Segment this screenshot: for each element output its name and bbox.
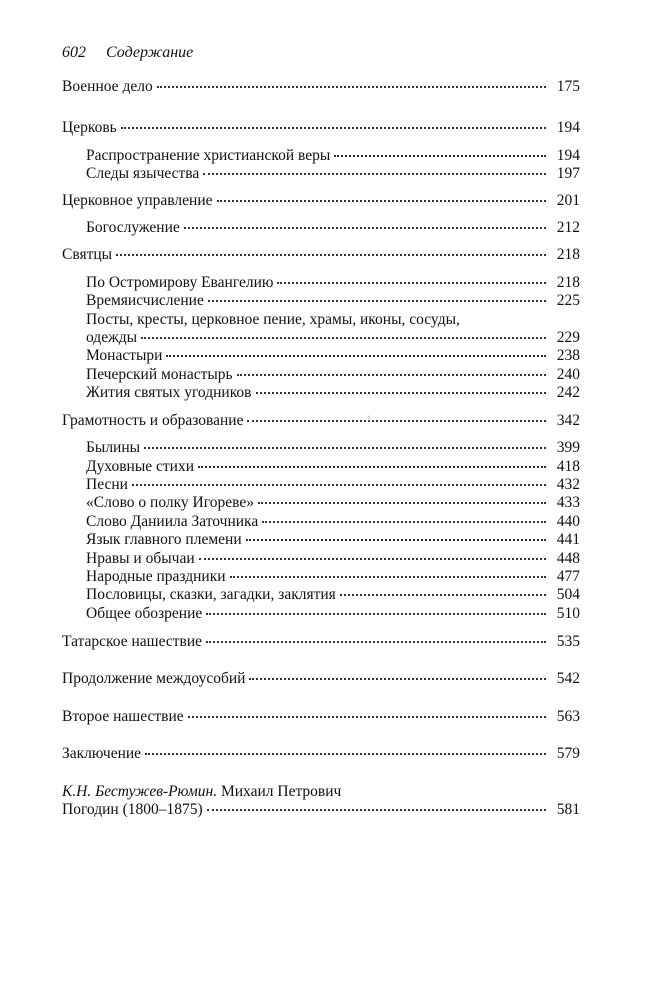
- toc-entry[interactable]: [62, 708, 580, 726]
- toc-entry-page: 579: [556, 745, 580, 762]
- leader-dots: [207, 808, 546, 811]
- toc-entry-label: Богослужение: [86, 219, 180, 236]
- toc-entry-page: 563: [556, 708, 580, 725]
- toc-entry-label: Былины: [86, 439, 141, 456]
- appendix-entry[interactable]: [62, 801, 580, 819]
- toc-entry-page: 218: [556, 246, 580, 263]
- toc-entry-page: 197: [556, 165, 580, 182]
- toc-entry-label: Святцы: [62, 246, 113, 263]
- toc-entry-label: Грамотность и образование: [62, 412, 244, 429]
- leader-dots: [249, 677, 546, 680]
- toc-entry-label: Церковь: [62, 119, 117, 136]
- toc-subentry[interactable]: [86, 568, 580, 586]
- toc-subentry[interactable]: [86, 274, 580, 292]
- leader-dots: [157, 85, 546, 88]
- toc-entry-label: Продолжение междоусобий: [62, 670, 246, 687]
- toc-entry[interactable]: [62, 119, 580, 137]
- toc-entry-label: Духовные стихи: [86, 458, 195, 475]
- toc-subentry[interactable]: [86, 531, 580, 549]
- leader-dots: [141, 336, 546, 339]
- leader-dots: [145, 752, 546, 755]
- toc-subentry[interactable]: [86, 494, 580, 512]
- toc-entry-page: 399: [556, 439, 580, 456]
- leader-dots: [199, 557, 546, 560]
- leader-dots: [206, 612, 546, 615]
- toc-entry-page: 510: [556, 605, 580, 622]
- toc-entry-page: 194: [556, 147, 580, 164]
- toc-entry-label: Церковное управление: [62, 192, 213, 209]
- leader-dots: [121, 126, 546, 129]
- toc-entry[interactable]: [62, 745, 580, 763]
- toc-entry-page: 477: [556, 568, 580, 585]
- leader-dots: [262, 520, 546, 523]
- toc-entry-page: 218: [556, 274, 580, 291]
- leader-dots: [184, 226, 546, 229]
- toc-entry-page: 418: [556, 458, 580, 475]
- toc-subentry[interactable]: [86, 550, 580, 568]
- toc-entry-label: Татарское нашествие: [62, 633, 202, 650]
- toc-entry-page: 194: [556, 119, 580, 136]
- leader-dots: [116, 253, 546, 256]
- toc-entry-label: Распространение христианской веры: [86, 147, 331, 164]
- toc-entry-label: Песни: [86, 476, 128, 493]
- toc-entry-page: 448: [556, 550, 580, 567]
- toc-entry-page: 535: [556, 633, 580, 650]
- toc-entry-label: Заключение: [62, 745, 142, 762]
- toc-entry-label: Военное дело: [62, 78, 153, 95]
- toc-subentry[interactable]: [86, 347, 580, 365]
- leader-dots: [247, 419, 546, 422]
- toc-entry-page: 212: [556, 219, 580, 236]
- toc-entry-label: По Остромирову Евангелию: [86, 274, 274, 291]
- toc-entry-page: 229: [556, 329, 580, 346]
- toc-entry-page: 240: [556, 366, 580, 383]
- leader-dots: [188, 715, 546, 718]
- toc-entry-page: 238: [556, 347, 580, 364]
- toc-entry[interactable]: [62, 670, 580, 688]
- toc-subentry[interactable]: [86, 586, 580, 604]
- toc-subentry[interactable]: [86, 439, 580, 457]
- leader-dots: [144, 446, 546, 449]
- toc-entry-wrapped-first-line: Посты, кресты, церковное пение, храмы, иконы, сосуды,: [86, 311, 460, 328]
- toc-entry[interactable]: [62, 633, 580, 651]
- toc-entry-label: Следы язычества: [86, 165, 200, 182]
- toc-subentry[interactable]: [86, 292, 580, 310]
- toc-entry-label: Пословицы, сказки, загадки, заклятия: [86, 586, 336, 603]
- toc-entry-page: 441: [556, 531, 580, 548]
- leader-dots: [237, 373, 546, 376]
- toc-entry-label: Народные праздники: [86, 568, 226, 585]
- toc-subentry[interactable]: [86, 384, 580, 402]
- toc-entry-label: одежды: [86, 329, 138, 346]
- toc-entry-label: Слово Даниила Заточника: [86, 513, 259, 530]
- toc-subentry[interactable]: [86, 329, 580, 347]
- toc-entry-label: Второе нашествие: [62, 708, 184, 725]
- leader-dots: [246, 538, 546, 541]
- toc-entry-page: 225: [556, 292, 580, 309]
- toc-subentry[interactable]: [86, 366, 580, 384]
- toc-entry-label: «Слово о полку Игореве»: [86, 494, 254, 511]
- toc-subentry[interactable]: [86, 476, 580, 494]
- running-title: Содержание: [106, 44, 194, 61]
- toc-entry-page: 542: [556, 670, 580, 687]
- toc-subentry[interactable]: [86, 165, 580, 183]
- toc-entry-page: 432: [556, 476, 580, 493]
- toc-entry-page: 504: [556, 586, 580, 603]
- toc-entry-label: Нравы и обычаи: [86, 550, 195, 567]
- toc-subentry[interactable]: [86, 513, 580, 531]
- toc-subentry[interactable]: [86, 147, 580, 165]
- toc-subentry[interactable]: [86, 219, 580, 237]
- toc-entry[interactable]: [62, 412, 580, 430]
- print-smudge: 1: [367, 414, 371, 423]
- toc-entry-label: Времяисчисление: [86, 292, 204, 309]
- appendix-title-line2: Погодин (1800–1875): [62, 801, 203, 818]
- leader-dots: [256, 391, 546, 394]
- leader-dots: [208, 299, 546, 302]
- toc-subentry[interactable]: [86, 458, 580, 476]
- toc-entry-label: Общее обозрение: [86, 605, 203, 622]
- leader-dots: [166, 354, 546, 357]
- toc-entry-label: Жития святых угодников: [86, 384, 252, 401]
- toc-entry-page: 175: [556, 78, 580, 95]
- toc-subentry[interactable]: [86, 605, 580, 623]
- appendix-author: К.Н. Бестужев-Рюмин.: [62, 783, 218, 800]
- toc-entry-page: 342: [556, 412, 580, 429]
- appendix-page: 581: [556, 801, 580, 818]
- leader-dots: [258, 501, 546, 504]
- page-number: 602: [62, 44, 86, 61]
- appendix-author-line: [62, 783, 341, 801]
- leader-dots: [230, 575, 546, 578]
- leader-dots: [217, 199, 547, 202]
- toc-entry-page: 433: [556, 494, 580, 511]
- toc-entry-label: Монастыри: [86, 347, 163, 364]
- leader-dots: [206, 640, 546, 643]
- leader-dots: [198, 465, 546, 468]
- appendix-title-line1: Михаил Петрович: [220, 783, 342, 800]
- leader-dots: [334, 154, 546, 157]
- toc-entry-label: Язык главного племени: [86, 531, 242, 548]
- leader-dots: [277, 281, 546, 284]
- toc-entry-page: 201: [556, 192, 580, 209]
- toc-entry-label: Печерский монастырь: [86, 366, 233, 383]
- toc-entry-page: 242: [556, 384, 580, 401]
- leader-dots: [203, 172, 546, 175]
- leader-dots: [340, 593, 546, 596]
- toc-entry[interactable]: [62, 192, 580, 210]
- toc-entry[interactable]: [62, 246, 580, 264]
- leader-dots: [132, 483, 546, 486]
- toc-entry[interactable]: [62, 78, 580, 96]
- toc-entry-page: 440: [556, 513, 580, 530]
